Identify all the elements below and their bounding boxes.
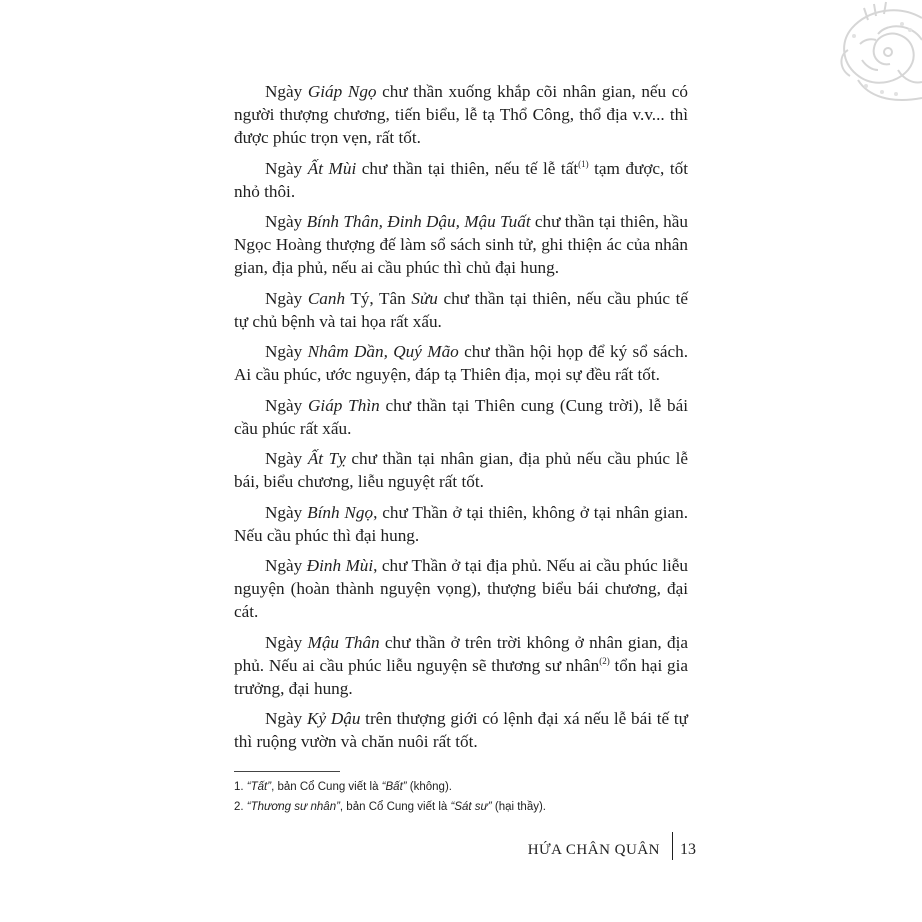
text-run: Ngày bbox=[265, 82, 308, 101]
italic-term: Bính Ngọ bbox=[307, 502, 374, 522]
italic-term: Giáp Ngọ bbox=[307, 82, 377, 101]
italic-term: Giáp Thìn bbox=[308, 395, 380, 415]
text-run: , bản Cổ Cung viết là bbox=[271, 781, 382, 793]
paragraph bbox=[234, 501, 688, 547]
text-run: tạm được, tốt nhỏ thôi. bbox=[234, 158, 689, 201]
running-footer bbox=[490, 838, 696, 862]
paragraph bbox=[234, 340, 688, 386]
italic-term: “Tất” bbox=[246, 781, 272, 793]
italic-term: Bính Thân, Đinh Dậu, Mậu Tuất bbox=[306, 212, 531, 231]
paragraph bbox=[234, 447, 688, 493]
footnote-ref: (1) bbox=[578, 158, 589, 169]
text-run: Ngày bbox=[265, 449, 308, 468]
text-run: Ngày bbox=[265, 395, 309, 415]
text-run: chư thần xuống khắp cõi nhân gian, nếu có người thượng chương, tiến biểu, lễ tạ Thổ Công, thổ địa v.v... thì được phúc trọn vẹn, rất tốt. bbox=[234, 82, 688, 147]
paragraph bbox=[234, 80, 688, 149]
italic-term: “Thương sư nhân” bbox=[246, 801, 340, 813]
paragraph bbox=[234, 210, 688, 279]
italic-term: Ất Tỵ bbox=[307, 449, 346, 468]
text-run: trên thượng giới có lệnh đại xá nếu lễ bái tế tự thì ruộng vườn và chăn nuôi rất tốt. bbox=[234, 709, 688, 751]
text-run: 2. bbox=[234, 801, 247, 813]
paragraph bbox=[234, 394, 688, 440]
text-run: , chư Thần ở tại địa phủ. Nếu ai cầu phúc liễu nguyện (hoàn thành nguyện vọng), thượng biểu bái chương, đại cát. bbox=[234, 556, 688, 621]
text-run: tổn hại gia trưởng, đại hung. bbox=[234, 655, 688, 698]
text-run: (không). bbox=[406, 781, 452, 793]
text-run: Ngày bbox=[265, 158, 308, 178]
footnote-divider bbox=[234, 771, 340, 772]
text-run: chư thần tại thiên, nếu tế lễ tất bbox=[356, 158, 579, 178]
book-title: HỨA CHÂN QUÂN bbox=[527, 842, 660, 858]
text-run: Tý, Tân bbox=[345, 288, 412, 308]
text-run: Ngày bbox=[265, 556, 307, 575]
paragraph bbox=[234, 707, 688, 753]
text-run: 1. bbox=[234, 781, 247, 793]
italic-term: Mậu Thân bbox=[307, 632, 380, 652]
paragraph bbox=[234, 287, 688, 333]
text-run: chư thần tại thiên, hầu Ngọc Hoàng thượng đế làm sổ sách sinh tử, ghi thiện ác của nhân gian, địa phủ, nếu ai cầu phúc thì chủ đại hung. bbox=[234, 212, 688, 277]
main-text bbox=[234, 80, 688, 761]
text-run: chư thần ở trên trời không ở nhân gian, địa phủ. Nếu ai cầu phúc liễu nguyện sẽ thương sư nhân bbox=[234, 632, 688, 675]
italic-term: Kỷ Dậu bbox=[306, 709, 361, 728]
text-run: Ngày bbox=[265, 502, 308, 522]
dragon-ornament-icon bbox=[838, 0, 922, 110]
italic-term: Ất Mùi bbox=[307, 158, 357, 178]
text-run: , chư Thần ở tại thiên, không ở tại nhân gian. Nếu cầu phúc thì đại hung. bbox=[234, 502, 688, 545]
text-run: , bản Cổ Cung viết là bbox=[339, 801, 451, 813]
footer-divider bbox=[672, 832, 673, 860]
footnote bbox=[234, 777, 688, 797]
page-number: 13 bbox=[680, 841, 696, 858]
footnote-ref: (2) bbox=[599, 655, 610, 666]
text-run: (hại thầy). bbox=[491, 801, 546, 813]
text-run: chư thần hội họp để ký sổ sách. Ai cầu phúc, ước nguyện, đáp tạ Thiên địa, mọi sự đều rất tốt. bbox=[234, 342, 689, 384]
text-run: Ngày bbox=[265, 632, 308, 652]
italic-term: “Bất” bbox=[381, 781, 407, 793]
paragraph bbox=[234, 631, 688, 700]
italic-term: Canh bbox=[307, 288, 346, 308]
paragraph bbox=[234, 554, 688, 623]
text-run: Ngày bbox=[265, 212, 307, 231]
italic-term: “Sát sư” bbox=[450, 801, 492, 813]
italic-term: Sửu bbox=[411, 288, 438, 308]
text-run: Ngày bbox=[265, 342, 308, 361]
text-run: chư thần tại nhân gian, địa phủ nếu cầu phúc lễ bái, biểu chương, liễu nguyệt rất tốt. bbox=[234, 449, 689, 491]
footnotes bbox=[234, 777, 688, 817]
paragraph bbox=[234, 157, 688, 203]
text-run: Ngày bbox=[265, 709, 307, 728]
footnote bbox=[234, 797, 688, 817]
italic-term: Nhâm Dần, Quý Mão bbox=[307, 342, 459, 361]
text-run: Ngày bbox=[265, 288, 308, 308]
text-run: chư thần tại thiên, nếu cầu phúc tế tự chủ bệnh và tai họa rất xấu. bbox=[234, 288, 688, 331]
italic-term: Đinh Mùi bbox=[306, 556, 374, 575]
text-run: chư thần tại Thiên cung (Cung trời), lễ bái cầu phúc rất xấu. bbox=[234, 395, 688, 438]
